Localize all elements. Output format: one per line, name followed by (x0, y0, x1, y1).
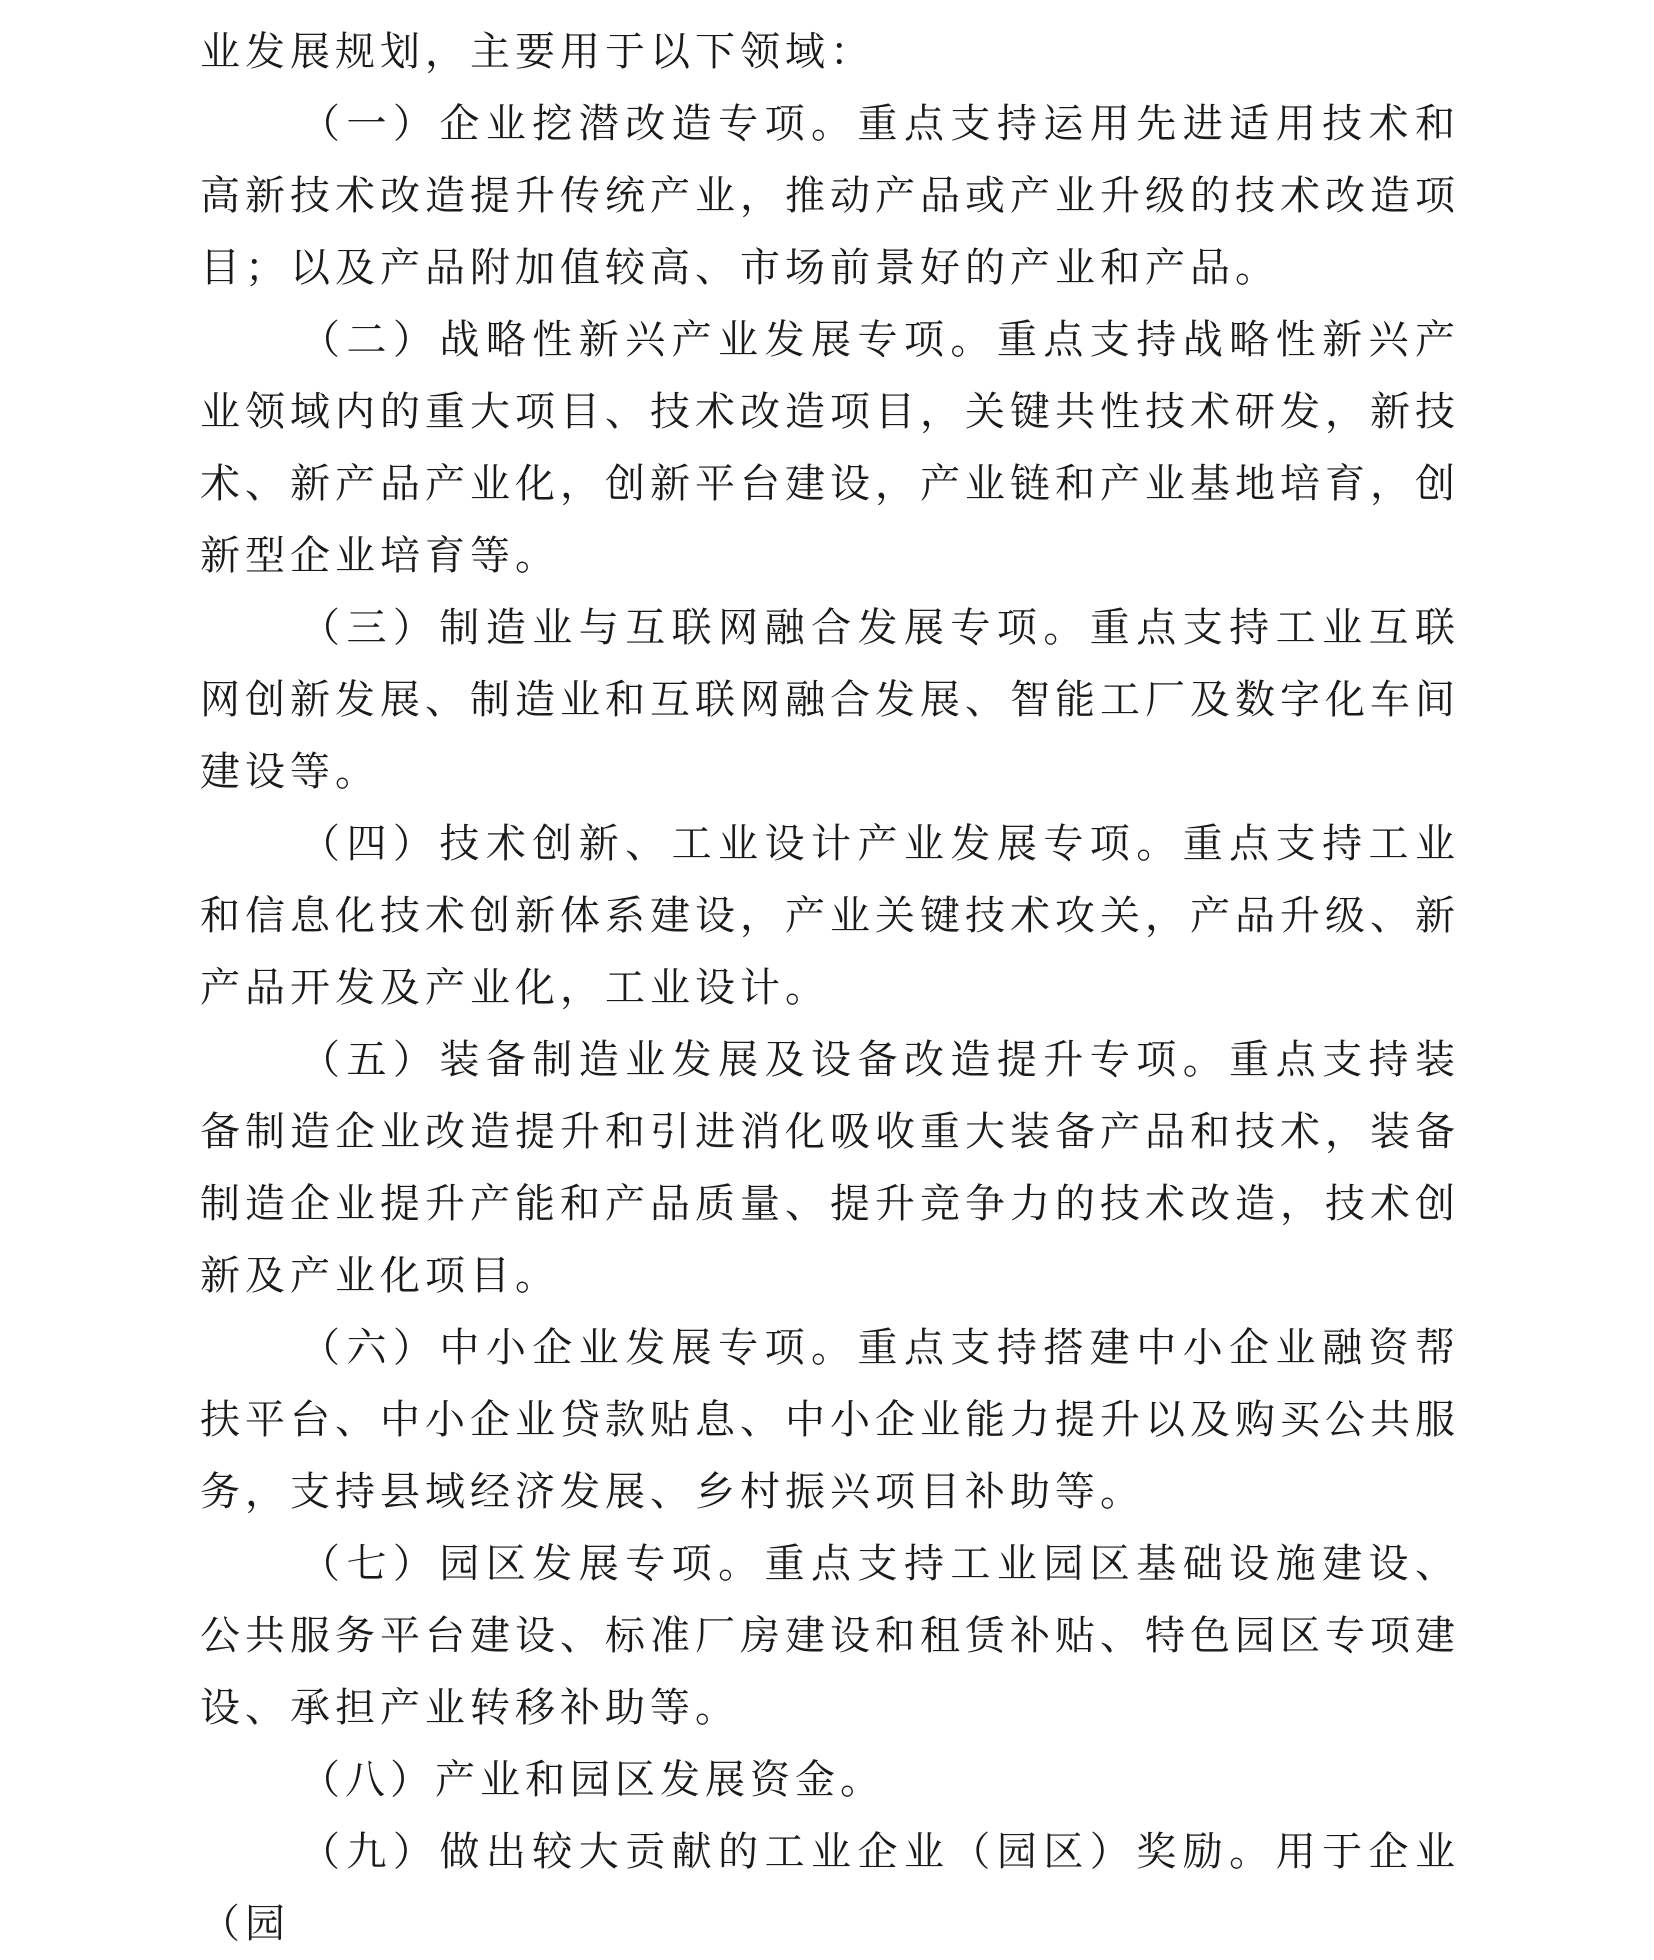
paragraph-item-8: （八）产业和园区发展资金。 (300, 1757, 885, 1803)
paragraph-item-7: （七）园区发展专项。重点支持工业园区基础设施建设、公共服务平台建设、标准厂房建设和租赁补贴、特色园区专项建设、承担产业转移补助等。 (200, 1541, 1460, 1731)
document-page (200, 16, 1460, 1960)
paragraph-item-3: （三）制造业与互联网融合发展专项。重点支持工业互联网创新发展、制造业和互联网融合发展、智能工厂及数字化车间建设等。 (200, 605, 1460, 795)
paragraph-item-4: （四）技术创新、工业设计产业发展专项。重点支持工业和信息化技术创新体系建设，产业关键技术攻关，产品升级、新产品开发及产业化，工业设计。 (200, 821, 1460, 1011)
paragraph-item-6: （六）中小企业发展专项。重点支持搭建中小企业融资帮扶平台、中小企业贷款贴息、中小企业能力提升以及购买公共服务，支持县域经济发展、乡村振兴项目补助等。 (200, 1325, 1460, 1515)
paragraph-item-5: （五）装备制造业发展及设备改造提升专项。重点支持装备制造企业改造提升和引进消化吸收重大装备产品和技术，装备制造企业提升产能和产品质量、提升竞争力的技术改造，技术创新及产业化项目。 (200, 1037, 1460, 1299)
paragraph-item-9: （九）做出较大贡献的工业企业（园区）奖励。用于企业（园 (200, 1829, 1460, 1947)
paragraph-item-1: （一）企业挖潜改造专项。重点支持运用先进适用技术和高新技术改造提升传统产业，推动产品或产业升级的技术改造项目；以及产品附加值较高、市场前景好的产业和产品。 (200, 101, 1460, 291)
paragraph-item-2: （二）战略性新兴产业发展专项。重点支持战略性新兴产业领域内的重大项目、技术改造项目，关键共性技术研发，新技术、新产品产业化，创新平台建设，产业链和产业基地培育，创新型企业培育等。 (200, 317, 1460, 579)
intro-line: 业发展规划，主要用于以下领域： (200, 29, 875, 75)
